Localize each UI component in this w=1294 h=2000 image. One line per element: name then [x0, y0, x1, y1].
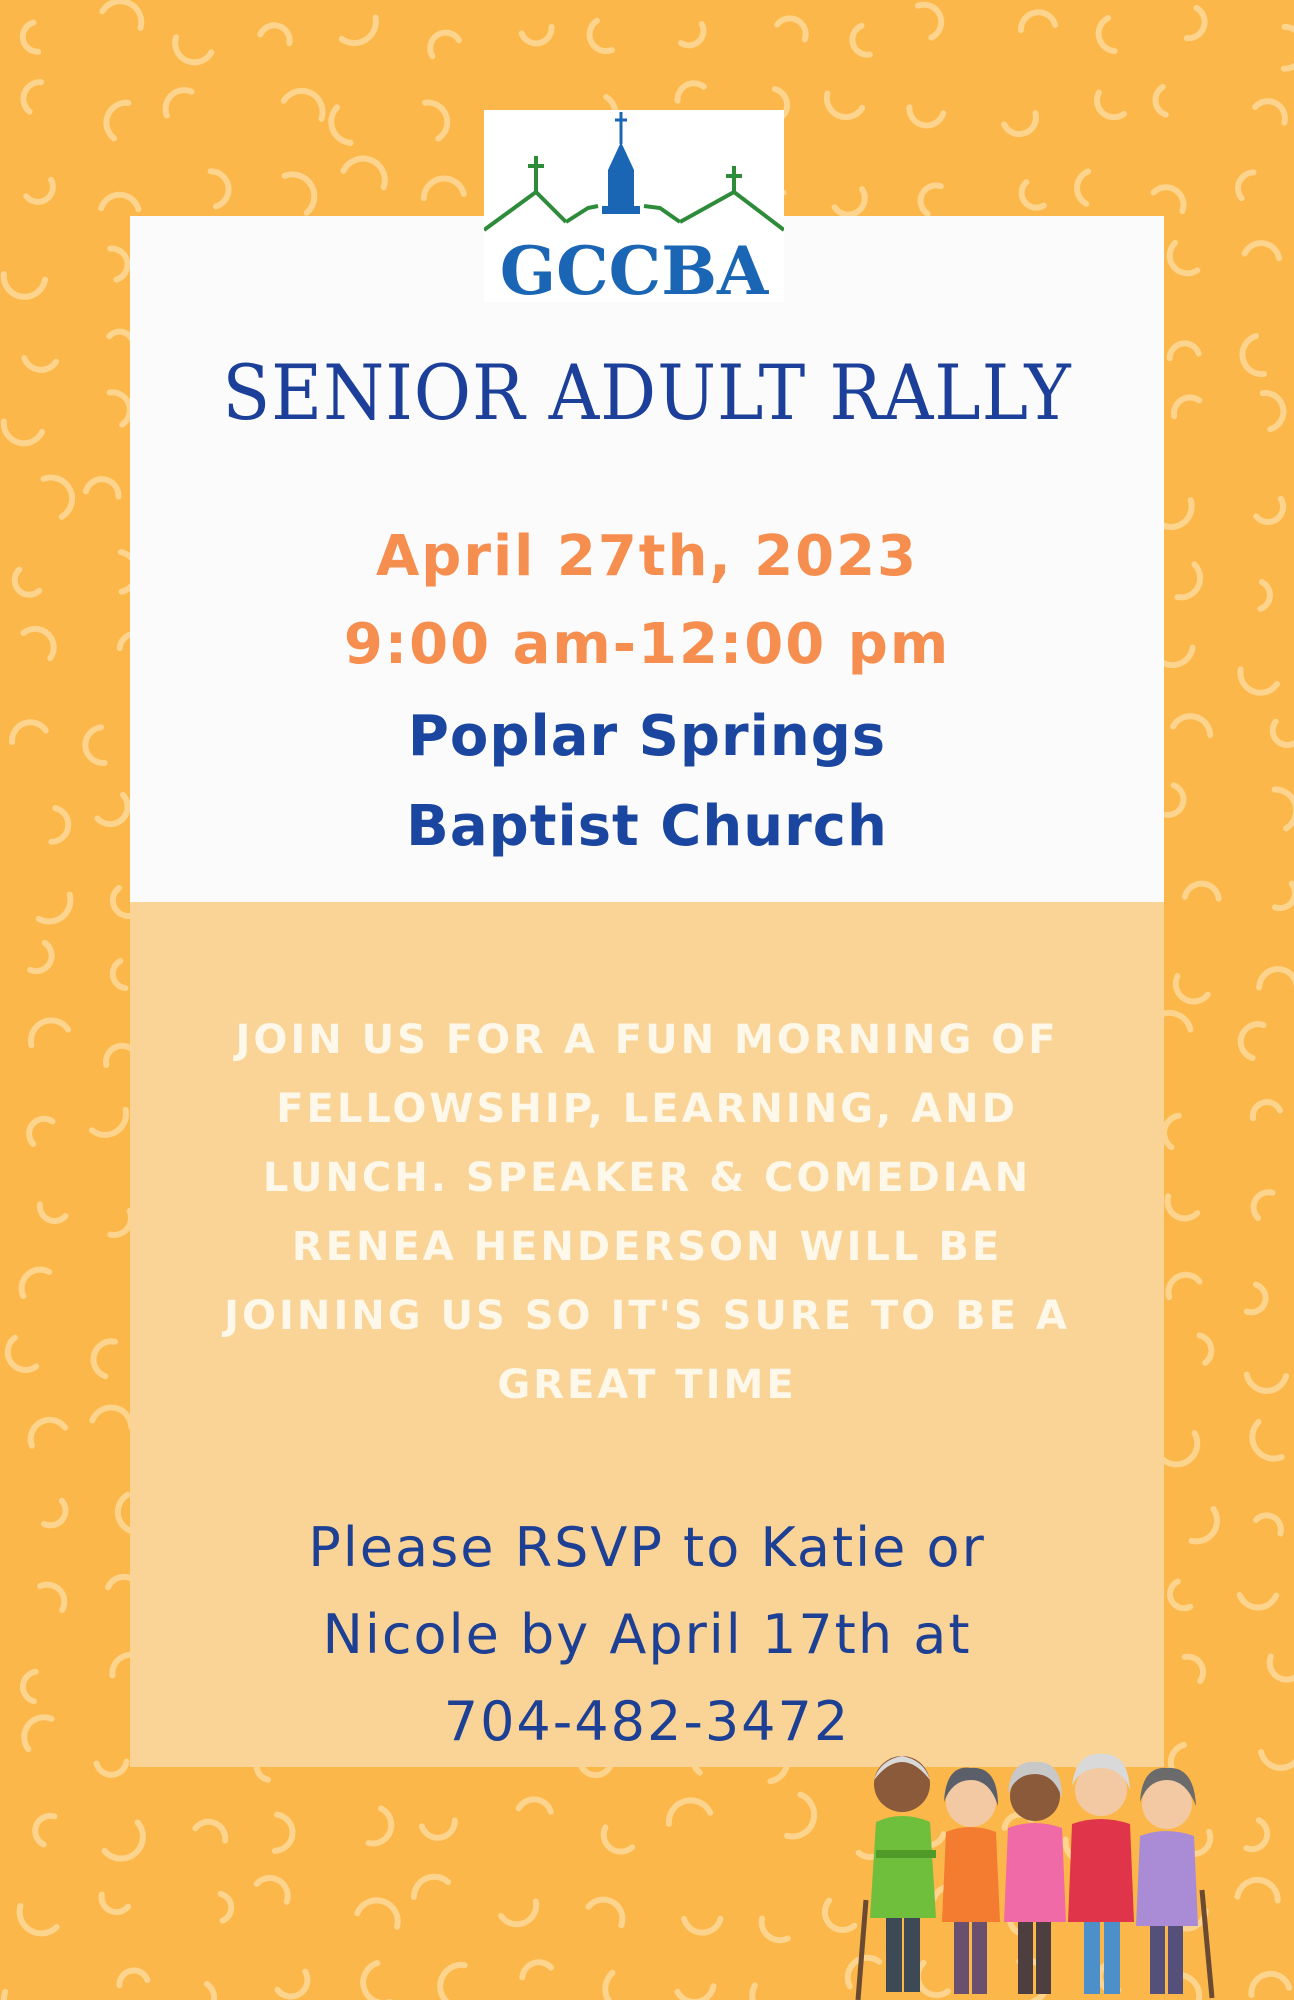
pattern-arc [440, 1965, 465, 2000]
pattern-arc [260, 25, 289, 43]
pattern-arc [44, 478, 73, 517]
pattern-arc [1245, 243, 1279, 258]
pattern-arc [835, 189, 865, 214]
pattern-arc [1263, 393, 1284, 429]
pattern-arc [23, 82, 41, 112]
pattern-arc [102, 1, 141, 28]
pattern-arc [921, 185, 941, 213]
senior-person-4 [1068, 1754, 1134, 1994]
pattern-arc [85, 727, 104, 763]
pattern-arc [31, 1020, 68, 1045]
pattern-arc [221, 1894, 232, 1921]
pattern-arc [777, 18, 805, 39]
pattern-arc [175, 37, 211, 62]
pattern-arc [31, 1420, 66, 1446]
pattern-arc [1240, 669, 1277, 692]
pattern-arc [4, 1992, 29, 2000]
pattern-arc [1021, 12, 1055, 30]
senior-person-2 [942, 1768, 1000, 1994]
pattern-arc [1168, 1196, 1198, 1218]
pattern-arc [113, 961, 126, 988]
pattern-arc [1200, 1335, 1212, 1363]
pattern-arc [918, 5, 941, 38]
rsvp-info [215, 1504, 1079, 1765]
pattern-arc [1255, 101, 1285, 122]
logo-text: GCCBA [499, 232, 769, 302]
pattern-arc [1022, 182, 1044, 208]
pattern-arc [1252, 1422, 1281, 1459]
pattern-arc [681, 24, 703, 45]
pattern-arc [4, 274, 45, 297]
pattern-arc [1176, 976, 1208, 1001]
rsvp-line2: Nicole by April 17th at [322, 1603, 972, 1666]
gccba-logo [484, 110, 784, 302]
event-description: JOIN US FOR A FUN MORNING OF FELLOWSHIP, LEARNING, AND LUNCH. SPEAKER & COMEDIAN RENEA HENDERSON WILL BE JOINING US SO IT'S SURE TO BE A GREAT TIME [224, 1017, 1070, 1408]
pattern-arc [519, 1799, 551, 1811]
pattern-arc [422, 1820, 455, 1837]
pattern-arc [1259, 969, 1294, 987]
pattern-arc [1275, 789, 1294, 828]
pattern-arc [1077, 171, 1088, 204]
pattern-arc [257, 1878, 288, 1902]
pattern-arc [1253, 1102, 1280, 1118]
pattern-arc [678, 83, 704, 101]
pattern-arc [106, 103, 128, 139]
pattern-arc [40, 1204, 66, 1221]
pattern-arc [787, 1795, 814, 1837]
pattern-arc [1097, 93, 1124, 118]
pattern-arc [1170, 1581, 1190, 1608]
pattern-arc [24, 358, 56, 370]
pattern-arc [97, 1762, 127, 1775]
pattern-arc [1168, 1275, 1199, 1297]
pattern-arc [40, 1585, 64, 1610]
pattern-arc [22, 1270, 49, 1296]
pattern-arc [1256, 1515, 1281, 1533]
pattern-arc [39, 895, 71, 922]
pattern-arc [752, 1985, 788, 2000]
pattern-arc [110, 249, 127, 280]
pattern-arc [105, 1823, 143, 1859]
pattern-arc [166, 90, 192, 115]
pattern-arc [86, 479, 119, 496]
pattern-arc [1242, 336, 1264, 374]
pattern-arc [827, 94, 862, 118]
pattern-arc [24, 1717, 51, 1749]
senior-group-illustration [840, 1740, 1294, 2000]
pattern-arc [605, 1973, 640, 2000]
pattern-arc [92, 1110, 126, 1135]
senior-person-1 [858, 1756, 936, 2000]
pattern-arc [1185, 884, 1219, 899]
pattern-arc [1170, 343, 1199, 358]
event-date: April 27th, 2023 [375, 524, 919, 589]
pattern-arc [414, 1877, 448, 1897]
pattern-arc [23, 1672, 36, 1702]
pattern-arc [119, 1970, 147, 1985]
event-time: 9:00 am-12:00 pm [343, 612, 951, 677]
pattern-arc [1260, 582, 1270, 609]
pattern-arc [1170, 243, 1198, 273]
pattern-arc [678, 1986, 714, 2000]
pattern-arc [278, 1972, 308, 1997]
pattern-arc [1155, 87, 1165, 115]
pattern-arc [590, 21, 612, 51]
pattern-arc [522, 1962, 551, 1977]
pattern-arc [29, 1119, 52, 1144]
pattern-arc [110, 1211, 131, 1235]
pattern-arc [852, 26, 869, 55]
event-title: SENIOR ADULT RALLY [222, 348, 1072, 437]
venue-name-line2: Baptist Church [406, 794, 888, 859]
pattern-arc [101, 195, 138, 209]
pattern-arc [195, 1822, 225, 1841]
rsvp-line1: Please RSVP to Katie or [308, 1516, 986, 1579]
pattern-arc [8, 1338, 37, 1370]
pattern-arc [284, 91, 323, 119]
venue-name-line1: Poplar Springs [407, 704, 887, 769]
pattern-arc [522, 27, 552, 43]
pattern-arc [357, 1900, 397, 1926]
pattern-arc [35, 1816, 54, 1845]
pattern-arc [1273, 722, 1294, 745]
pattern-arc [285, 174, 315, 212]
pattern-arc [1238, 172, 1254, 198]
pattern-arc [92, 1408, 131, 1427]
rsvp-phone: 704-482-3472 [443, 1690, 851, 1753]
pattern-arc [20, 1906, 57, 1934]
pattern-arc [23, 23, 38, 52]
pattern-arc [909, 107, 943, 125]
pattern-arc [1161, 1433, 1197, 1464]
pattern-arc [93, 1341, 115, 1376]
pattern-arc [1164, 1116, 1179, 1147]
pattern-arc [1241, 1024, 1264, 1058]
pattern-arc [110, 392, 130, 424]
pattern-arc [1275, 884, 1294, 909]
pattern-arc [12, 722, 46, 742]
pattern-arc [424, 178, 464, 198]
pattern-arc [1254, 1192, 1273, 1218]
pattern-arc [193, 1984, 214, 2000]
pattern-arc [604, 1827, 632, 1851]
pattern-arc [1247, 1285, 1266, 1313]
pattern-arc [1166, 785, 1183, 815]
pattern-arc [1177, 564, 1200, 597]
pattern-arc [97, 795, 127, 824]
pattern-arc [1240, 1595, 1277, 1608]
pattern-arc [102, 1895, 128, 1913]
pattern-arc [425, 103, 447, 139]
pattern-arc [1270, 1656, 1294, 1679]
pattern-arc [4, 422, 42, 444]
pattern-arc [762, 1919, 788, 1941]
pattern-arc [1187, 8, 1205, 38]
pattern-arc [15, 570, 39, 595]
pattern-arc [1192, 1509, 1218, 1541]
pattern-arc [669, 1800, 710, 1823]
pattern-arc [1185, 1657, 1203, 1681]
pattern-arc [30, 943, 51, 971]
pattern-arc [23, 629, 53, 658]
pattern-arc [369, 1808, 392, 1843]
pattern-arc [1284, 27, 1294, 69]
senior-person-5 [1136, 1768, 1212, 1998]
pattern-arc [1154, 187, 1184, 211]
pattern-arc [684, 1919, 720, 1933]
pattern-arc [275, 1815, 293, 1851]
pattern-arc [211, 171, 229, 206]
pattern-arc [1174, 397, 1199, 416]
pattern-arc [51, 808, 68, 842]
pattern-arc [1247, 1375, 1286, 1391]
pattern-arc [331, 107, 350, 143]
pattern-arc [343, 159, 384, 188]
pattern-arc [342, 18, 376, 44]
churches-skyline-icon [484, 110, 784, 302]
pattern-arc [1099, 18, 1115, 51]
pattern-arc [1004, 113, 1036, 134]
pattern-arc [588, 1900, 622, 1926]
pattern-arc [501, 1901, 536, 1924]
pattern-arc [363, 1963, 390, 2000]
senior-person-3 [1004, 1762, 1066, 1994]
pattern-arc [26, 180, 53, 202]
pattern-arc [430, 33, 459, 57]
pattern-arc [1173, 716, 1210, 735]
pattern-arc [44, 1501, 65, 1526]
pattern-arc [1256, 499, 1283, 522]
